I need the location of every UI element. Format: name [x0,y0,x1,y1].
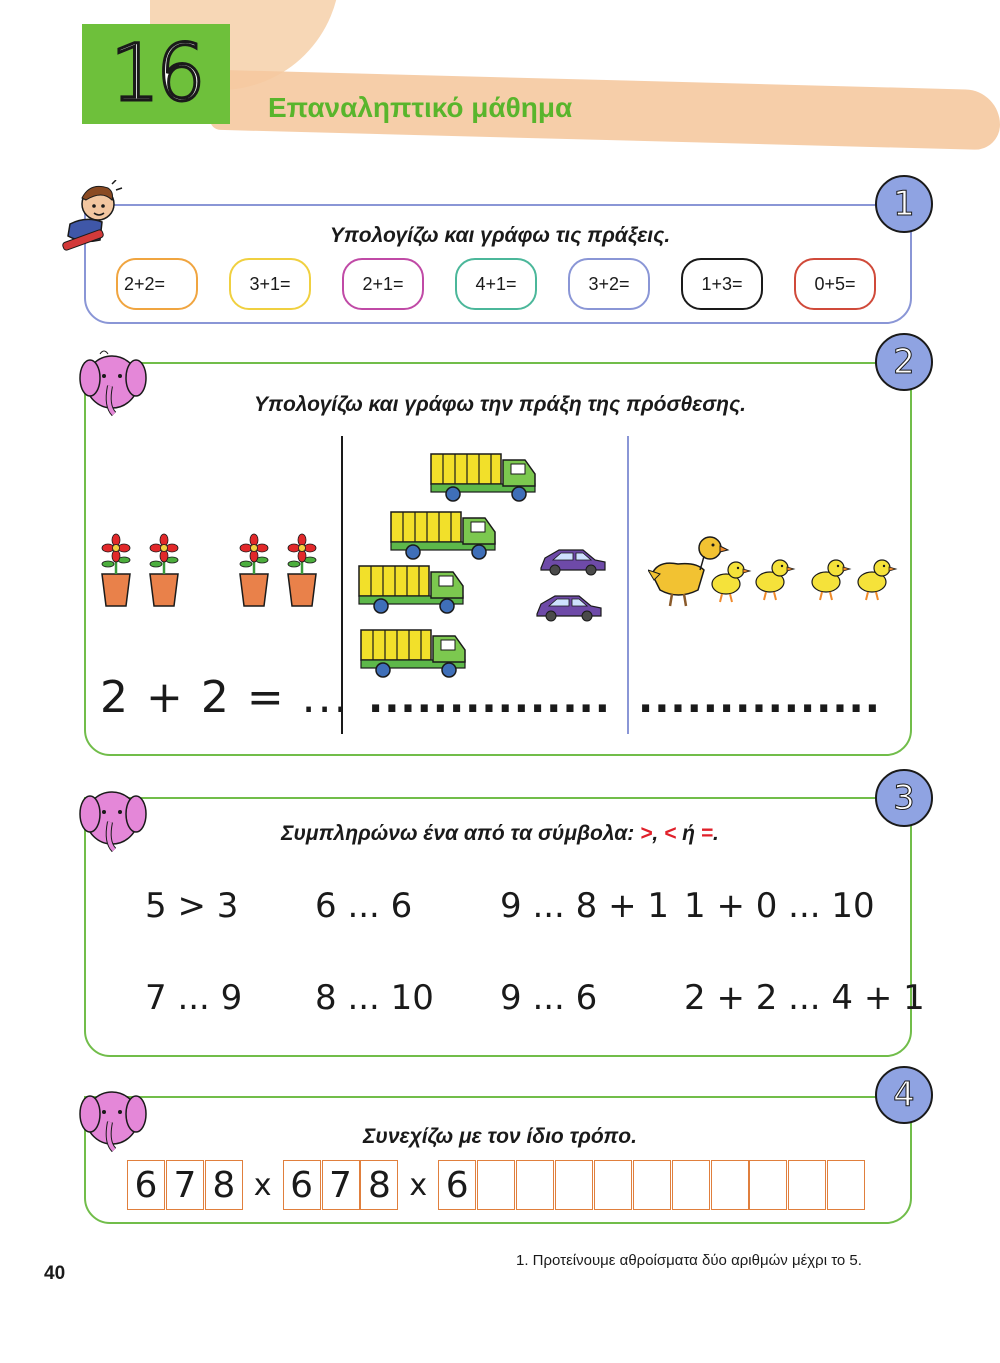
addition-example: 2 + 2 = ... [100,672,350,723]
instruction-comma: , [652,822,665,845]
sequence-cell: 8 [360,1160,398,1210]
comparison-item[interactable]: 7 ... 9 [145,978,243,1018]
sequence-cell[interactable] [711,1160,749,1210]
sequence-cell[interactable] [827,1160,865,1210]
sequence-cell[interactable] [477,1160,515,1210]
comparison-item[interactable]: 9 ... 6 [500,978,598,1018]
instruction-period: . [713,822,719,845]
boy-with-pencil-icon [56,180,126,260]
trucks-and-cars-picture [355,446,615,686]
sequence-cell[interactable] [788,1160,826,1210]
instruction-or: ή [676,822,701,845]
column-divider [627,436,629,734]
exercise-1-item[interactable]: 2+1= [342,258,424,310]
exercise-1-instruction: Υπολογίζω και γράφω τις πράξεις. [329,224,671,247]
lesson-number: 16 [110,29,202,119]
exercise-2-number: 2 [875,333,933,391]
page-number: 40 [44,1263,66,1284]
symbol-equal: = [700,822,714,845]
sequence-cell: 6 [127,1160,165,1210]
comparison-item[interactable]: 6 ... 6 [315,886,413,926]
elephant-icon [78,346,148,418]
lesson-title: Επαναληπτικό μάθημα [268,92,573,123]
elephant-icon [78,782,148,854]
exercise-4-instruction: Συνεχίζω με τον ίδιο τρόπο. [363,1125,637,1148]
exercise-1-item[interactable]: 3+2= [568,258,650,310]
elephant-icon [78,1082,148,1154]
exercise-2-instruction: Υπολογίζω και γράφω την πράξη της πρόσθεσης. [254,393,746,416]
flower-pots-picture [96,530,336,610]
answer-blank[interactable]: ............... [638,676,881,722]
exercise-1-item[interactable]: 2+2= [116,258,198,310]
sequence-cell: 7 [166,1160,204,1210]
sequence-cell[interactable] [633,1160,671,1210]
exercise-3-instruction [200,822,800,846]
sequence-cell[interactable] [672,1160,710,1210]
sequence-cell[interactable] [749,1160,787,1210]
sequence-cell[interactable] [594,1160,632,1210]
sequence-cell: x [409,1167,428,1203]
comparison-item[interactable]: 5 > 3 [145,886,239,926]
instruction-text: Συμπληρώνω ένα από τα σύμβολα: [281,822,641,845]
exercise-1-number: 1 [875,175,933,233]
exercise-3-number: 3 [875,769,933,827]
sequence-cell[interactable] [516,1160,554,1210]
exercise-1-item[interactable]: 0+5= [794,258,876,310]
comparison-item[interactable]: 8 ... 10 [315,978,434,1018]
exercise-1-item[interactable]: 1+3= [681,258,763,310]
exercise-1-item[interactable]: 3+1= [229,258,311,310]
sequence-cell: 6 [283,1160,321,1210]
answer-blank[interactable]: ............... [368,676,611,722]
exercise-4-number: 4 [875,1066,933,1124]
symbol-greater: > [640,822,653,845]
sequence-cell: x [253,1167,272,1203]
lesson-number-box [82,24,230,124]
comparison-item[interactable]: 2 + 2 ... 4 + 1 [684,978,925,1018]
comparison-item[interactable]: 1 + 0 ... 10 [684,886,875,926]
symbol-less: < [664,822,677,845]
sequence-cell: 8 [205,1160,243,1210]
exercise-1-item[interactable]: 4+1= [455,258,537,310]
sequence-cell: 6 [438,1160,476,1210]
footnote: 1. Προτείνουμε αθροίσματα δύο αριθμών μέχρι το 5. [516,1252,862,1269]
comparison-item[interactable]: 9 ... 8 + 1 [500,886,670,926]
hen-and-chicks-picture [648,534,900,614]
sequence-cell: 7 [322,1160,360,1210]
sequence-cell[interactable] [555,1160,593,1210]
